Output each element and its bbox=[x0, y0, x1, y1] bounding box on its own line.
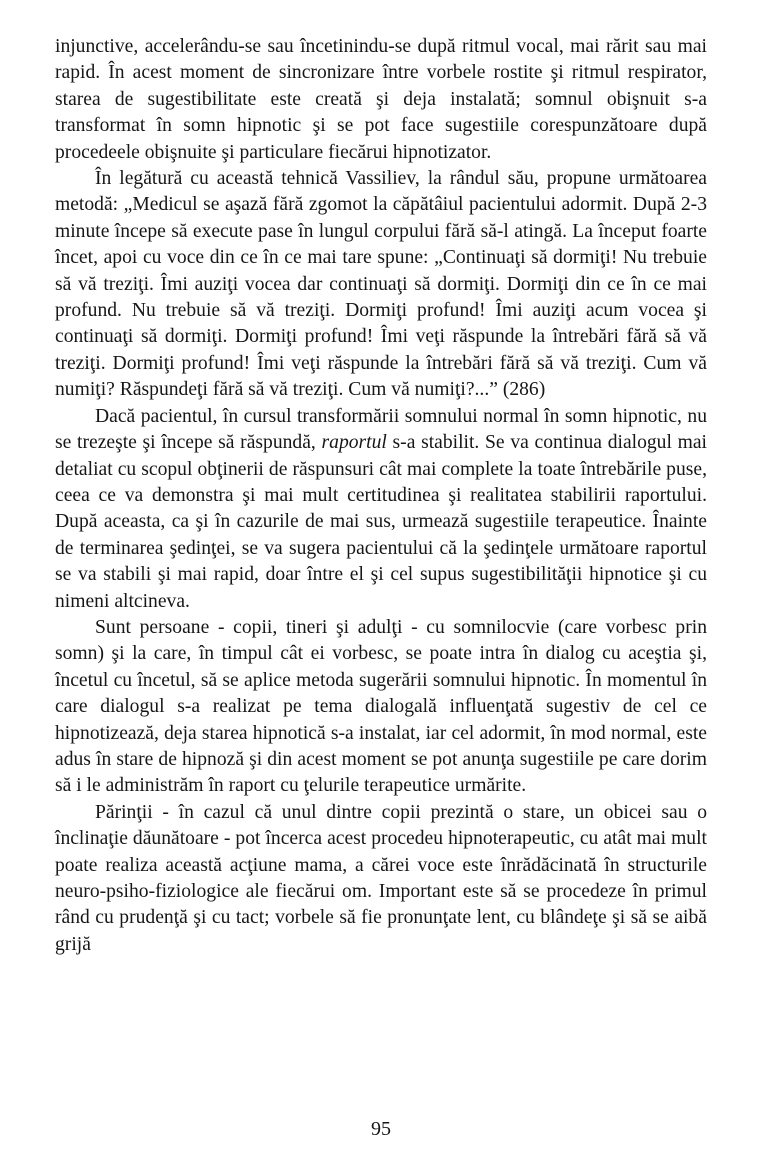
paragraph-3 bbox=[55, 404, 707, 615]
paragraph-1: injunctive, accelerându-se sau încetinindu-se după ritmul vocal, mai rărit sau mai rapid. În acest moment de sincronizare între vorbele rostite şi ritmul respirator, starea de sugestibilitate este creată şi deja instalată; somnul obişnuit s-a transformat în somn hipnotic şi se pot face sugestiile corespunzătoare după procedeele obişnuite şi particulare fiecărui hipnotizator. bbox=[55, 36, 707, 163]
paragraph-5: Părinţii - în cazul că unul dintre copii prezintă o stare, un obicei sau o înclinaţie dăunătoare - pot încerca acest procedeu hipnoterapeutic, cu atât mai mult poate realiza această acţiune mama, a cărei voce este înrădăcinată în structurile neuro-psiho-fiziologice ale fiecărui om. Important este să se procedeze în primul rând cu prudenţă şi cu tact; vorbele să fie pronunţate lent, cu blândeţe şi să se aibă grijă bbox=[55, 801, 707, 955]
italic-term-raportul: raportul bbox=[321, 432, 387, 454]
page-body bbox=[55, 34, 707, 958]
paragraph-3-text-before: Dacă pacientul, în cursul transformării somnului normal în somn hipnotic, nu se trezeşte şi începe să răspundă, bbox=[55, 405, 707, 454]
paragraph-3-text-after: s-a stabilit. Se va continua dialogul mai detaliat cu scopul obţinerii de răspunsuri cât mai complete la toate întrebările puse, ceea ce va demonstra şi mai mult certitudinea şi realitatea stabilirii raportului. După aceasta, ca şi în cazurile de mai sus, urmează sugestiile terapeutice. Înainte de terminarea şedinţei, se va sugera pacientului că la şedinţele următoare raportul se va stabili şi mai rapid, doar între el şi cel supus sugestibilităţii hipnotice şi cu nimeni altcineva. bbox=[55, 432, 707, 612]
paragraph-2: În legătură cu această tehnică Vassiliev, la rândul său, propune următoarea metodă: „Medicul se aşază fără zgomot la căpătâiul pacientului adormit. După 2-3 minute începe să execute pase în lungul corpului fără să-l atingă. La început foarte încet, apoi cu voce din ce în ce mai tare spune: „Continuaţi să dormiţi! Nu trebuie să vă treziţi. Îmi auziţi vocea dar continuaţi să dormiţi. Dormiţi din ce în ce mai profund. Nu trebuie să vă treziţi. Dormiţi profund! Îmi auziţi acum vocea şi continuaţi să dormiţi. Dormiţi profund! Îmi veţi răspunde la întrebări fără să vă treziţi. Dormiţi profund! Îmi veţi răspunde la întrebări fără să vă treziţi. Cum vă numiţi? Răspundeţi fără să vă treziţi. Cum vă numiţi?...” (286) bbox=[55, 168, 707, 401]
page-number: 95 bbox=[371, 1118, 391, 1140]
paragraph-4: Sunt persoane - copii, tineri şi adulţi - cu somnilocvie (care vorbesc prin somn) şi la care, în timpul cât ei vorbesc, se poate intra în dialog cu aceştia şi, încetul cu încetul, să se aplice metoda sugerării somnului hipnotic. În momentul în care dialogul s-a realizat pe tema dialogală influenţată sugestiv de cel ce hipnotizează, deja starea hipnotică s-a instalat, iar cel adormit, în mod normal, este adus în stare de hipnoză şi din acest moment se pot anunţa sugestiile pe care dorim să i le administrăm în raport cu ţelurile terapeutice urmărite. bbox=[55, 616, 707, 797]
